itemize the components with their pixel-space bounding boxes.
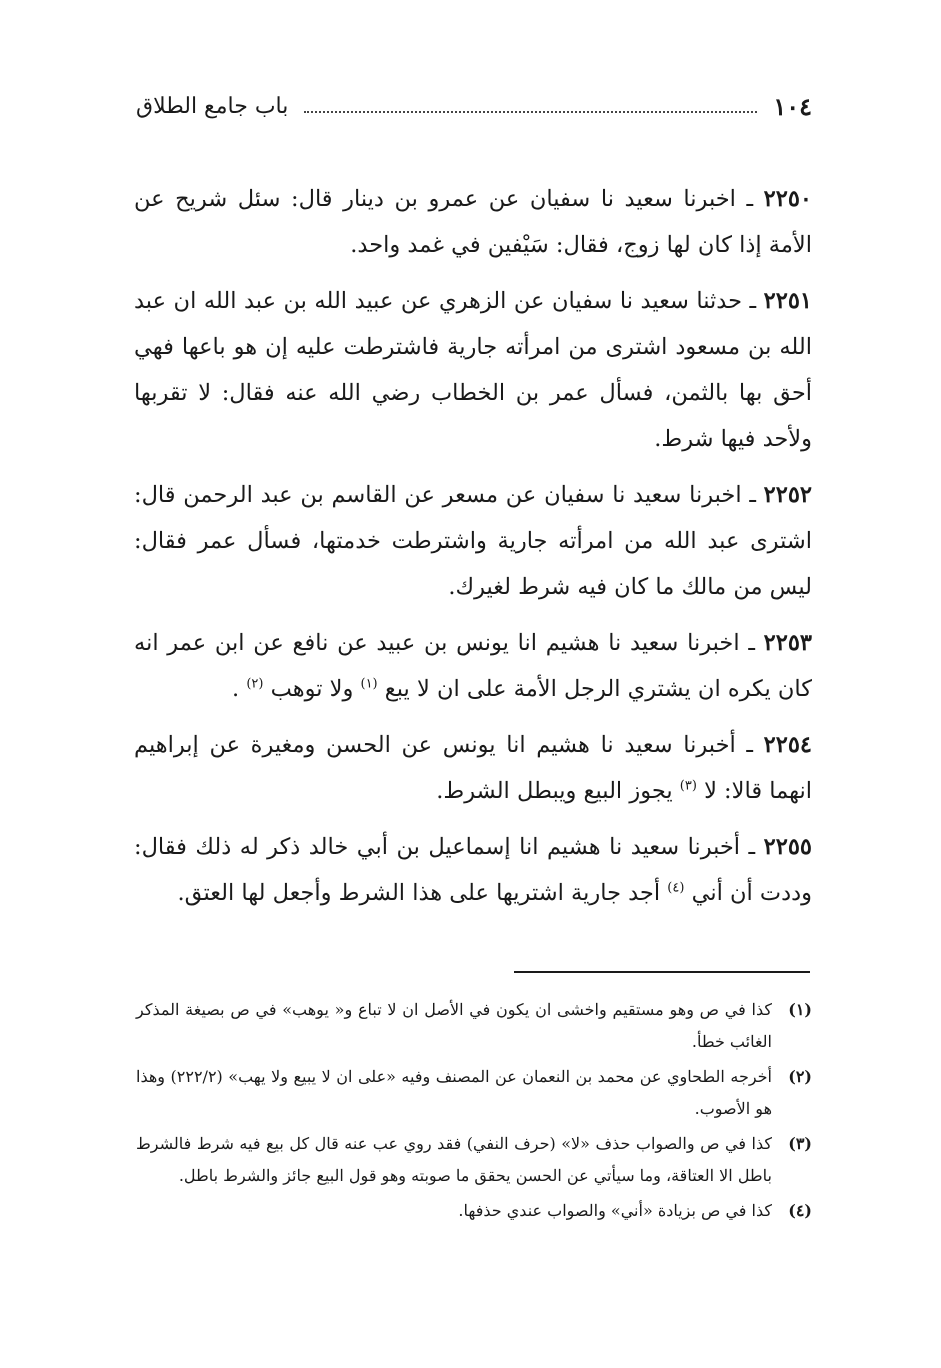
footnote-ref[interactable]: (٣) xyxy=(679,778,697,794)
hadith-number: ٢٢٥٠ xyxy=(763,186,812,212)
footnote-text: كذا في ص بزيادة «أني» والصواب عندي حذفها. xyxy=(458,1201,772,1220)
footnote-separator xyxy=(514,971,810,973)
header-dotted-leader xyxy=(304,111,757,113)
hadith-text: أخبرنا سعيد نا هشيم انا إسماعيل بن أبي خالد ذكر له ذلك فقال: وددت أن أني xyxy=(134,834,812,906)
dash: ـ xyxy=(739,630,755,656)
hadith-2253 xyxy=(134,620,812,712)
footnote-marker: (٤) xyxy=(788,1201,812,1220)
dash: ـ xyxy=(742,288,757,314)
dash: ـ xyxy=(735,732,754,758)
hadith-text: اخبرنا سعيد نا هشيم انا يونس بن عبيد عن نافع عن ابن عمر انه كان يكره ان يشتري الرجل الأمة على ان لا يبع xyxy=(134,630,812,702)
hadith-number: ٢٢٥١ xyxy=(763,288,813,314)
hadith-2255 xyxy=(134,824,812,916)
hadith-number: ٢٢٥٤ xyxy=(763,732,813,758)
hadith-2254 xyxy=(134,722,812,814)
hadith-text: . xyxy=(232,676,240,702)
footnote-4 xyxy=(136,1195,812,1227)
hadith-2250 xyxy=(134,176,812,268)
running-title: باب جامع الطلاق xyxy=(136,93,289,119)
running-header xyxy=(136,88,812,124)
dash: ـ xyxy=(741,482,756,508)
hadith-2251 xyxy=(134,278,812,462)
hadith-text: ولا توهب xyxy=(270,676,354,702)
footnote-text: كذا في ص والصواب حذف «لا» (حرف النفي) فقد روي عب عنه قال كل بيع فيه شرط فالشرط باطل الا العتاقة، وما سيأتي عن الحسن يحقق ما صوبته وهو قول البيع جائز والشرط باطل. xyxy=(136,1134,772,1185)
hadith-text: أخبرنا سعيد نا هشيم انا يونس عن الحسن ومغيرة عن إبراهيم انهما قالا: لا xyxy=(134,732,812,804)
footnote-text: أخرجه الطحاوي عن محمد بن النعمان عن المصنف وفيه «على ان لا يبيع ولا يهب» (٢٢٢/٢) وهذا هو الأصوب. xyxy=(136,1067,772,1118)
dash: ـ xyxy=(740,834,756,860)
hadith-number: ٢٢٥٣ xyxy=(763,630,813,656)
hadith-text: اخبرنا سعيد نا سفيان عن مسعر عن القاسم بن عبد الرحمن قال: اشترى عبد الله من امرأته جارية واشترطت خدمتها، فسأل عمر فقال: ليس من مالك ما كان فيه شرط لغيرك. xyxy=(134,482,812,600)
hadith-number: ٢٢٥٢ xyxy=(763,482,813,508)
hadith-number: ٢٢٥٥ xyxy=(763,834,812,860)
footnote-ref[interactable]: (١) xyxy=(360,676,378,692)
page-number: ١٠٤ xyxy=(773,91,812,121)
hadith-text: يجوز البيع ويبطل الشرط. xyxy=(436,778,673,804)
footnotes xyxy=(136,994,812,1230)
footnote-marker: (٢) xyxy=(788,1067,812,1086)
hadith-text: اخبرنا سعيد نا سفيان عن عمرو بن دينار قال: سئل شريح عن الأمة إذا كان لها زوج، فقال: سَيْفين في غمد واحد. xyxy=(134,186,812,258)
hadith-text: حدثنا سعيد نا سفيان عن الزهري عن عبيد الله بن عبد الله ان عبد الله بن مسعود اشترى من امرأته جارية فاشترطت عليه إن هو باعها فهي أحق بها بالثمن، فسأل عمر بن الخطاب رضي الله عنه فقال: لا تقربها ولأحد فيها شرط. xyxy=(134,288,812,452)
footnote-ref[interactable]: (٢) xyxy=(246,676,264,692)
footnote-ref[interactable]: (٤) xyxy=(667,880,685,896)
hadith-2252 xyxy=(134,472,812,610)
footnote-3 xyxy=(136,1128,812,1192)
footnote-marker: (١) xyxy=(788,1000,812,1019)
footnote-text: كذا في ص وهو مستقيم واخشى ان يكون في الأصل ان لا تباع و« يوهب» في ص بصيغة المذكر الغائب خطأ. xyxy=(136,1000,772,1051)
main-text xyxy=(134,176,812,926)
dash: ـ xyxy=(735,186,754,212)
footnote-marker: (٣) xyxy=(788,1134,812,1153)
footnote-1 xyxy=(136,994,812,1058)
footnote-2 xyxy=(136,1061,812,1125)
hadith-text: أجد جارية اشتريها على هذا الشرط وأجعل لها العتق. xyxy=(177,880,661,906)
